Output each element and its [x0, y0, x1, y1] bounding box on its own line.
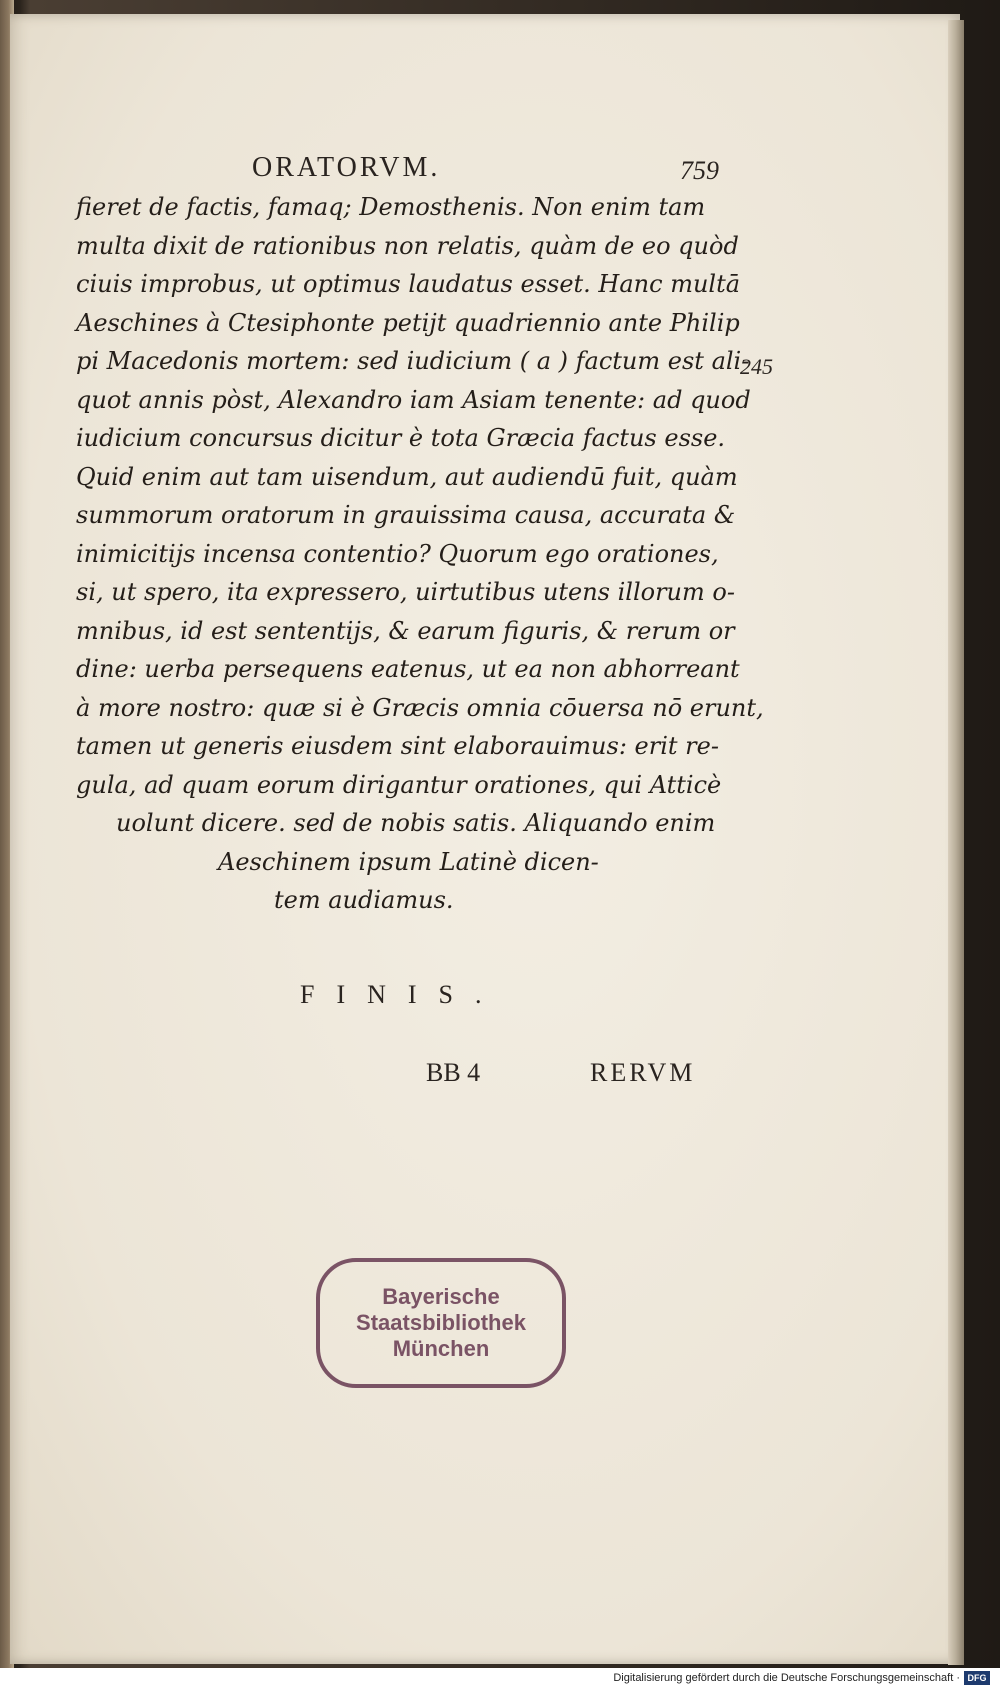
catchword: RERVM [590, 1058, 696, 1087]
text-line: Quid enim aut tam uisendum, aut audiendū fuit, quàm [76, 462, 738, 491]
text-line: à more nostro: quæ si è Græcis omnia cōuersa nō erunt, [76, 693, 764, 722]
signature-mark: BB 4 [426, 1058, 481, 1087]
text-line: mnibus, id est sententijs, & earum figuris, & rerum or [76, 616, 735, 645]
dfg-logo-icon: DFG [964, 1671, 990, 1685]
text-line: Aeschinem ipsum Latinè dicen- [218, 847, 599, 876]
text-line: tamen ut generis eiusdem sint elaborauimus: erit re- [76, 732, 719, 760]
page-number: 759 [680, 156, 719, 185]
stamp-line: München [392, 1336, 490, 1361]
text-line: quot annis pòst, Alexandro iam Asiam tenente: ad quod [76, 385, 751, 414]
text-line: tem audiamus. [274, 886, 454, 914]
stamp-line: Staatsbibliothek [356, 1310, 526, 1335]
page-fore-edge [948, 20, 964, 1665]
text-line: iudicium concursus dicitur è tota Græcia factus esse. [76, 424, 726, 452]
text-line: gula, ad quam eorum dirigantur orationes, qui Atticè [76, 770, 722, 799]
text-line: Aeschines à Ctesiphonte petijt quadriennio ante Philip [76, 308, 740, 337]
text-line: summorum oratorum in grauissima causa, accurata & [76, 501, 736, 529]
finis-colophon: FINIS. [300, 980, 504, 1009]
text-line: inimicitijs incensa contentio? Quorum ego orationes, [76, 539, 719, 568]
text-line: dine: uerba persequens eatenus, ut ea non abhorreant [76, 655, 740, 683]
text-line: pi Macedonis mortem: sed iudicium ( a ) factum est ali- [76, 347, 750, 375]
library-stamp [316, 1258, 566, 1388]
text-line: fieret de factis, famaq; Demosthenis. Non enim tam [76, 193, 706, 221]
text-line: uolunt dicere. sed de nobis satis. Aliquando enim [116, 809, 716, 837]
footer-credit: Digitalisierung gefördert durch die Deutsche Forschungsgemeinschaft · [613, 1672, 960, 1684]
running-head: ORATORVM. [252, 152, 441, 183]
text-line: multa dixit de rationibus non relatis, quàm de eo quòd [76, 231, 739, 260]
text-line: ciuis improbus, ut optimus laudatus esset. Hanc multā [76, 270, 741, 298]
text-line: si, ut spero, ita expressero, uirtutibus utens illorum o- [76, 578, 735, 606]
stamp-line: Bayerische [382, 1284, 500, 1309]
margin-note: 245 [740, 354, 773, 379]
